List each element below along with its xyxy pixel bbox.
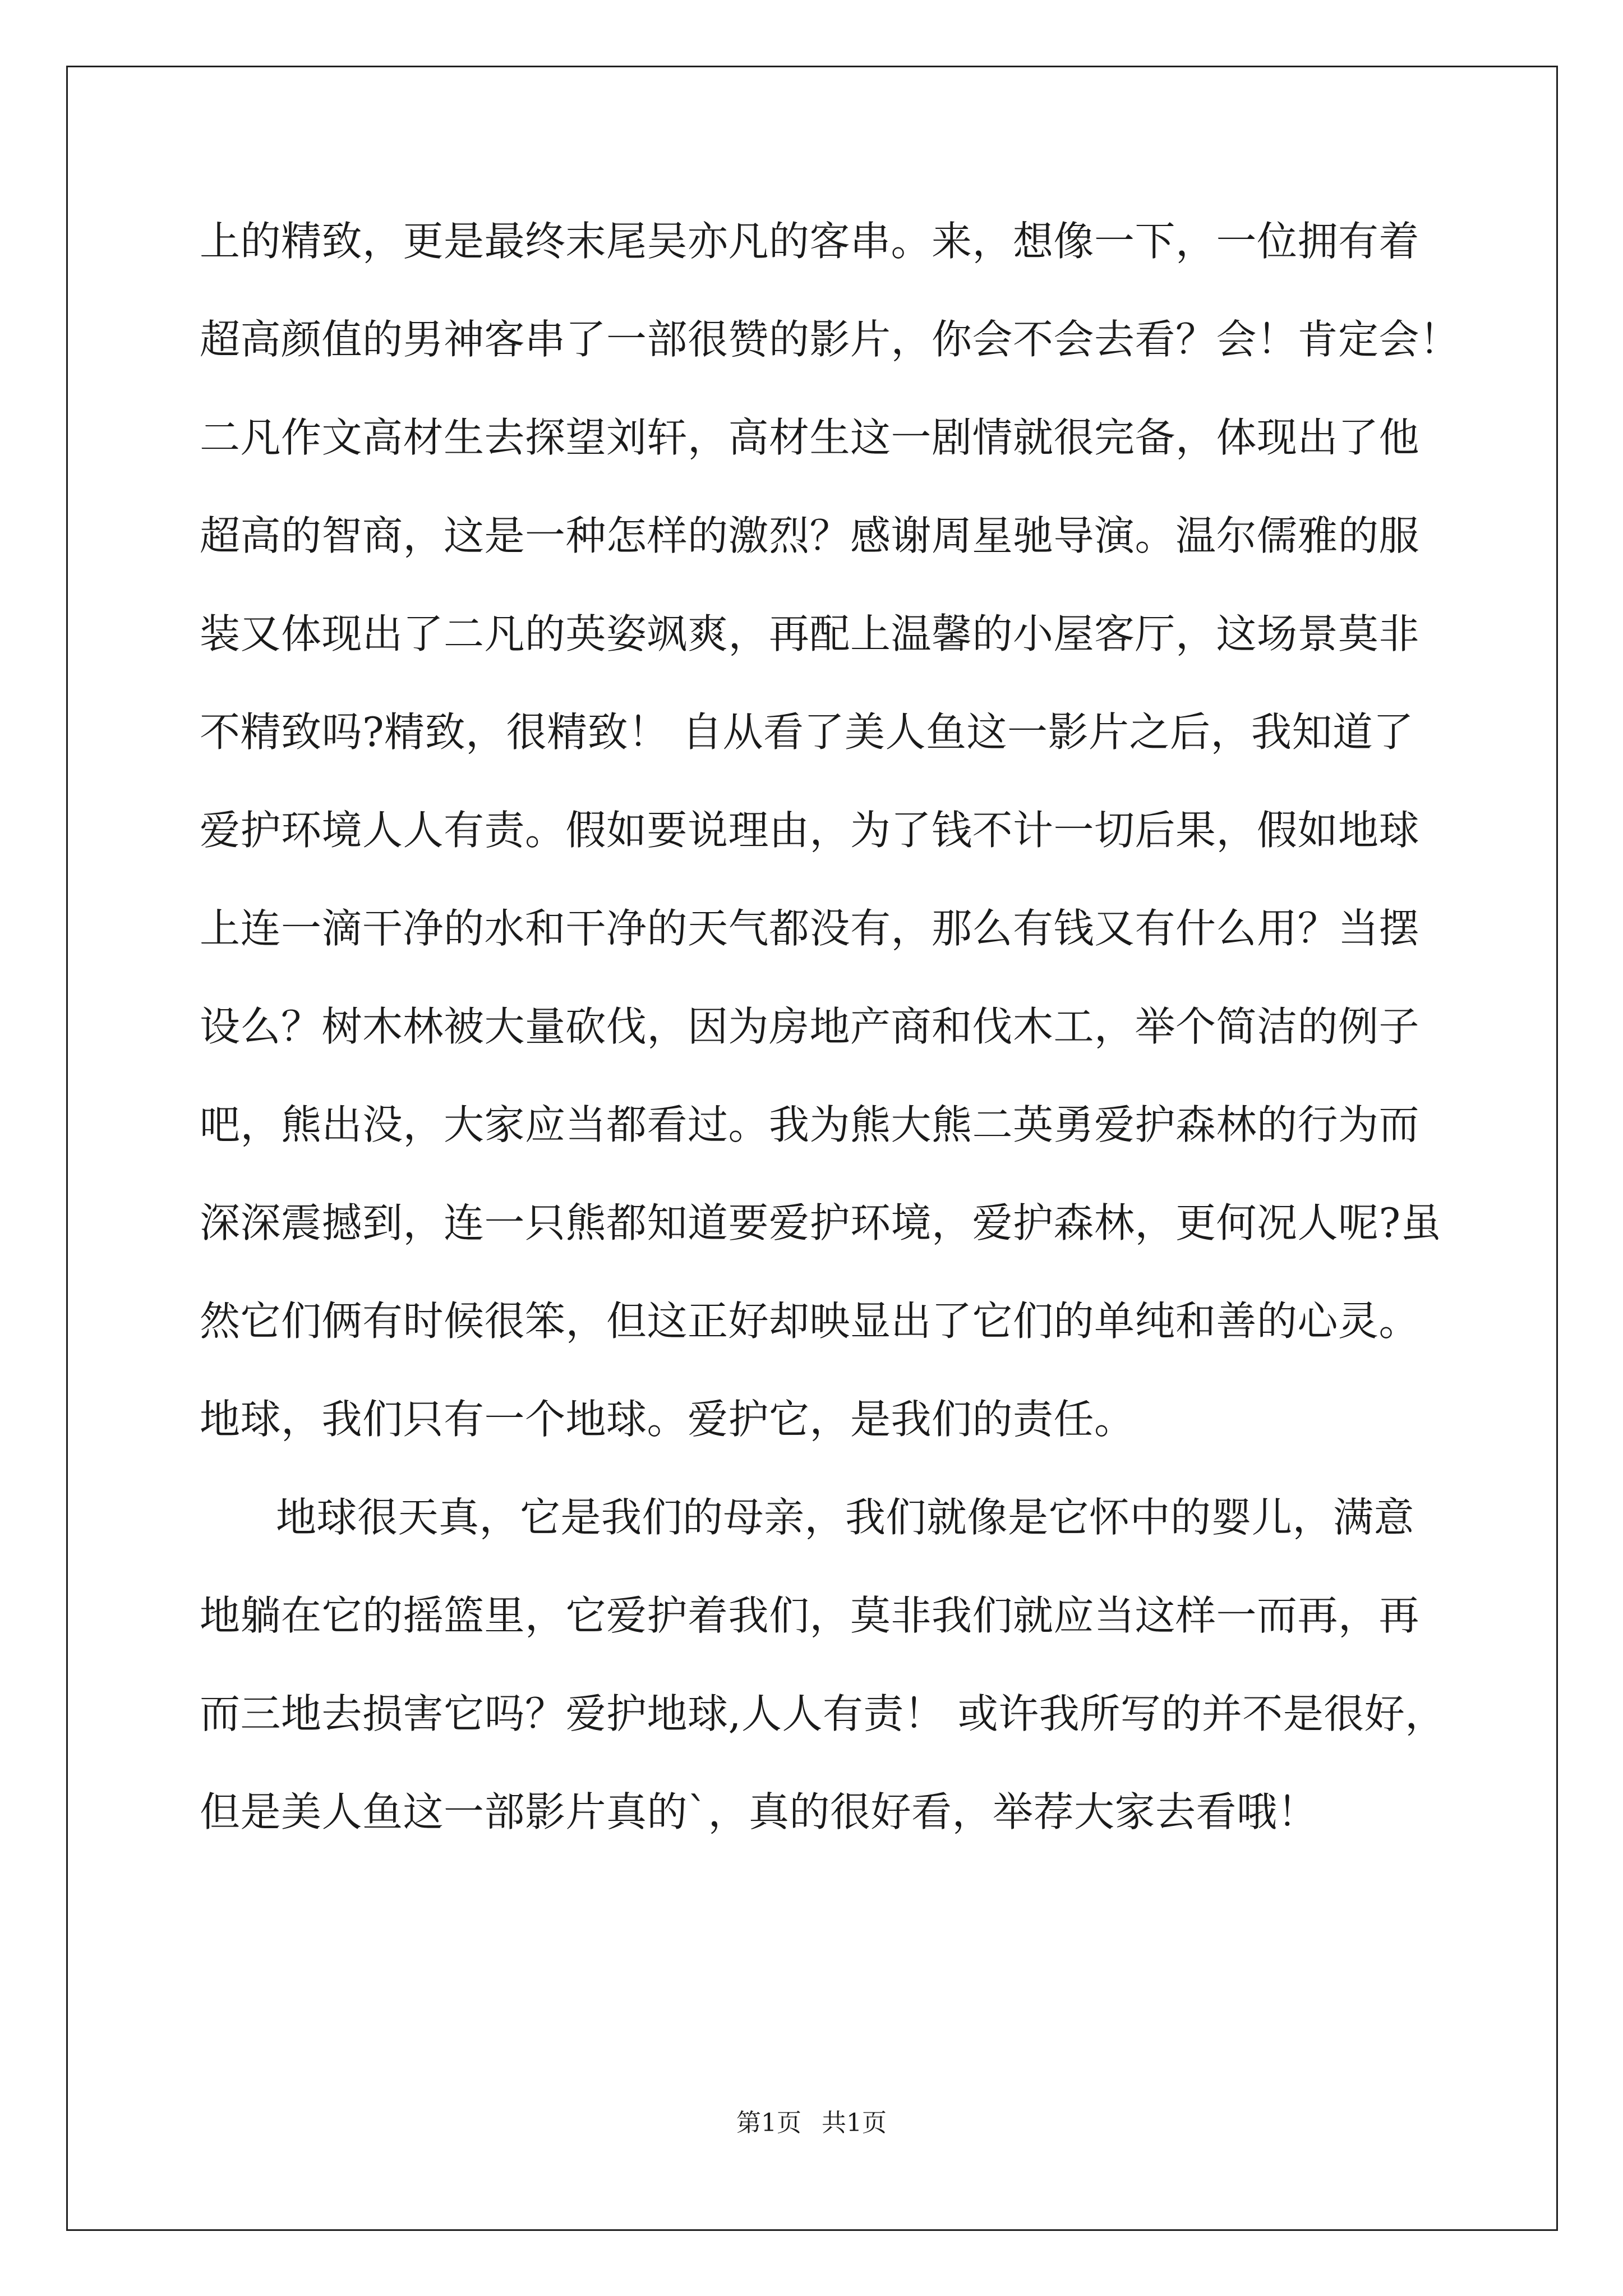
page-footer (0, 2106, 1623, 2140)
text-line: 吧，熊出没，大家应当都看过。我为熊大熊二英勇爱护森林的行为而 (200, 1101, 1420, 1148)
text-line: 上连一滴干净的水和干净的天气都没有，那么有钱又有什么用？当摆 (200, 905, 1420, 952)
paragraph-start-line: 地球很天真，它是我们的母亲，我们就像是它怀中的婴儿，满意 (276, 1494, 1415, 1541)
text-line: 不精致吗?精致，很精致！ 自从看了美人鱼这一影片之后，我知道了 (200, 708, 1414, 756)
text-line: 地躺在它的摇篮里，它爱护着我们，莫非我们就应当这样一而再，再 (200, 1592, 1420, 1639)
text-line: 超高颜值的男神客串了一部很赞的影片，你会不会去看？会！肯定会！ (200, 316, 1460, 363)
text-line: 上的精致，更是最终末尾吴亦凡的客串。来，想像一下，一位拥有着 (200, 218, 1420, 265)
page-total: 共1页 (822, 2109, 887, 2137)
text-line: 深深震撼到，连一只熊都知道要爱护环境，爱护森林，更何况人呢?虽 (200, 1199, 1442, 1246)
text-line: 超高的智商，这是一种怎样的激烈？感谢周星驰导演。温尔儒雅的服 (200, 512, 1420, 559)
text-line: 然它们俩有时候很笨，但这正好却映显出了它们的单纯和善的心灵。 (200, 1297, 1420, 1345)
text-line: 地球，我们只有一个地球。爱护它，是我们的责任。 (200, 1396, 1135, 1443)
text-line: 爱护环境人人有责。假如要说理由，为了钱不计一切后果，假如地球 (200, 807, 1420, 854)
text-line: 设么？树木林被大量砍伐，因为房地产商和伐木工，举个简洁的例子 (200, 1003, 1420, 1050)
text-line: 二凡作文高材生去探望刘轩，高材生这一剧情就很完备，体现出了他 (200, 414, 1420, 461)
text-line: 而三地去损害它吗？爱护地球,人人有责！ 或许我所写的并不是很好， (200, 1690, 1446, 1737)
text-line: 装又体现出了二凡的英姿飒爽，再配上温馨的小屋客厅，这场景莫非 (200, 610, 1420, 657)
text-line: 但是美人鱼这一部影片真的`，真的很好看，举荐大家去看哦！ (200, 1788, 1318, 1835)
page-number: 第1页 (736, 2109, 801, 2137)
